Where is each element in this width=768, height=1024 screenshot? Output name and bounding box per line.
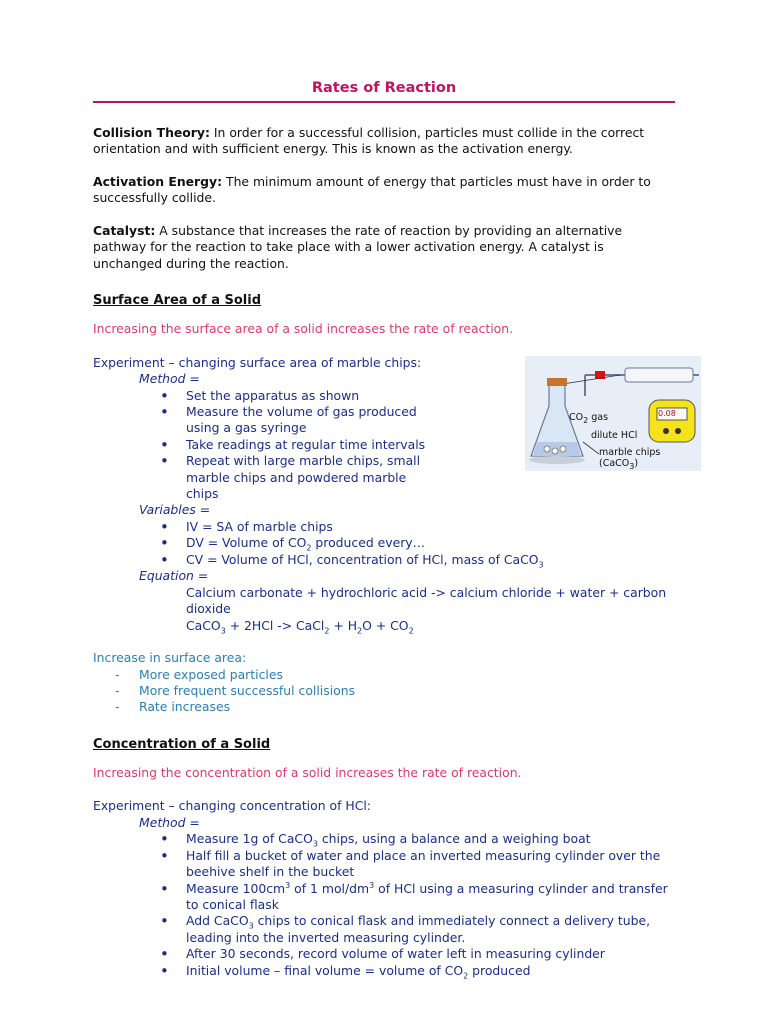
method-label: Method = [139, 371, 200, 386]
definition-collision-theory: Collision Theory: In order for a successful collision, particles must collide in the correct orientation and with sufficient energy. This is known as the activation energy. [93, 124, 645, 156]
document-page [93, 80, 675, 979]
definition-catalyst: Catalyst: A substance that increases the rate of reaction by providing an alternative pathway for the reaction to take place with a lower activation energy. A catalyst is unchanged during the reaction. [93, 222, 623, 271]
list-item: • Half fill a bucket of water and place an inverted measuring cylinder over the beehive shelf in the bucket [93, 848, 675, 881]
flask-stopper [547, 378, 567, 386]
marble-chips-label: marble chips (CaCO$_3$) [599, 447, 661, 471]
pointer-line [583, 442, 599, 454]
list-item: • Repeat with large marble chips, small marble chips and powdered marble chips [93, 453, 433, 502]
definition-activation-energy: Activation Energy: The minimum amount of energy that particles must have in order to successfully collide. [93, 173, 651, 205]
list-item: - More exposed particles [93, 667, 675, 683]
list-item: • DV = Volume of $CO_2$ produced every… [93, 535, 675, 551]
variables-label: Variables = [139, 502, 211, 518]
concentration-statement: Increasing the concentration of a solid increases the rate of reaction. [93, 764, 522, 780]
section-heading-surface-area: Surface Area of a Solid [93, 293, 262, 308]
experiment-title-2: Experiment – changing concentration of HCl: [93, 798, 371, 814]
list-item: • Measure 1g of CaCO$_3$ chips, using a balance and a weighing boat [93, 831, 675, 847]
stopwatch-button [675, 428, 681, 434]
method-label-2: Method = [139, 814, 200, 830]
increase-list [93, 667, 675, 716]
symbol-equation: CaCO$_3$ + 2HCl -> CaCl$_2$ + $H_2O + CO_2$ [186, 617, 414, 636]
marble-chip [552, 448, 558, 454]
list-item: • Take readings at regular time intervals [93, 437, 433, 453]
marble-chip [544, 446, 550, 452]
section-heading-concentration: Concentration of a Solid [93, 736, 271, 752]
method-list [93, 388, 433, 503]
list-item: • Measure the volume of gas produced using a gas syringe [93, 404, 433, 437]
dilute-hcl-label: dilute HCl [591, 430, 638, 441]
list-item: - Rate increases [93, 699, 675, 715]
list-item: - More frequent successful collisions [93, 683, 675, 699]
word-equation: Calcium carbonate + hydrochloric acid -> calcium chloride + water + carbon dioxide [186, 584, 667, 617]
marble-chip [560, 446, 566, 452]
increase-label: Increase in surface area: [93, 650, 247, 666]
list-item: • Measure $100cm^3$ of 1 mol/$dm^3$ of HCl using a measuring cylinder and transfer to conical flask [93, 881, 675, 914]
list-item: • Initial volume – final volume = volume of $CO_2$ produced [93, 963, 675, 979]
variables-list [93, 519, 675, 568]
gas-syringe [625, 368, 693, 382]
page-title: Rates of Reaction [93, 80, 675, 103]
apparatus-diagram [525, 356, 701, 471]
list-item: • IV = SA of marble chips [93, 519, 675, 535]
co2-gas-label: $CO_2$ gas [569, 412, 609, 425]
stopwatch-button [663, 428, 669, 434]
method-list-2 [93, 831, 675, 979]
list-item: • Set the apparatus as shown [93, 388, 433, 404]
surface-area-statement: Increasing the surface area of a solid increases the rate of reaction. [93, 321, 514, 336]
list-item: • After 30 seconds, record volume of water left in measuring cylinder [93, 946, 675, 962]
bench [529, 456, 585, 464]
list-item: • Add CaCO$_3$ chips to conical flask and immediately connect a delivery tube, leading into the inverted measuring cylinder. [93, 913, 675, 946]
list-item: • CV = Volume of HCl, concentration of HCl, mass of CaCO$_3$ [93, 552, 675, 568]
stopwatch-reading: 0.08 [658, 409, 676, 418]
stopwatch-icon [649, 400, 695, 442]
equation-label: Equation = [139, 568, 209, 584]
experiment-title: Experiment – changing surface area of marble chips: [93, 354, 422, 370]
